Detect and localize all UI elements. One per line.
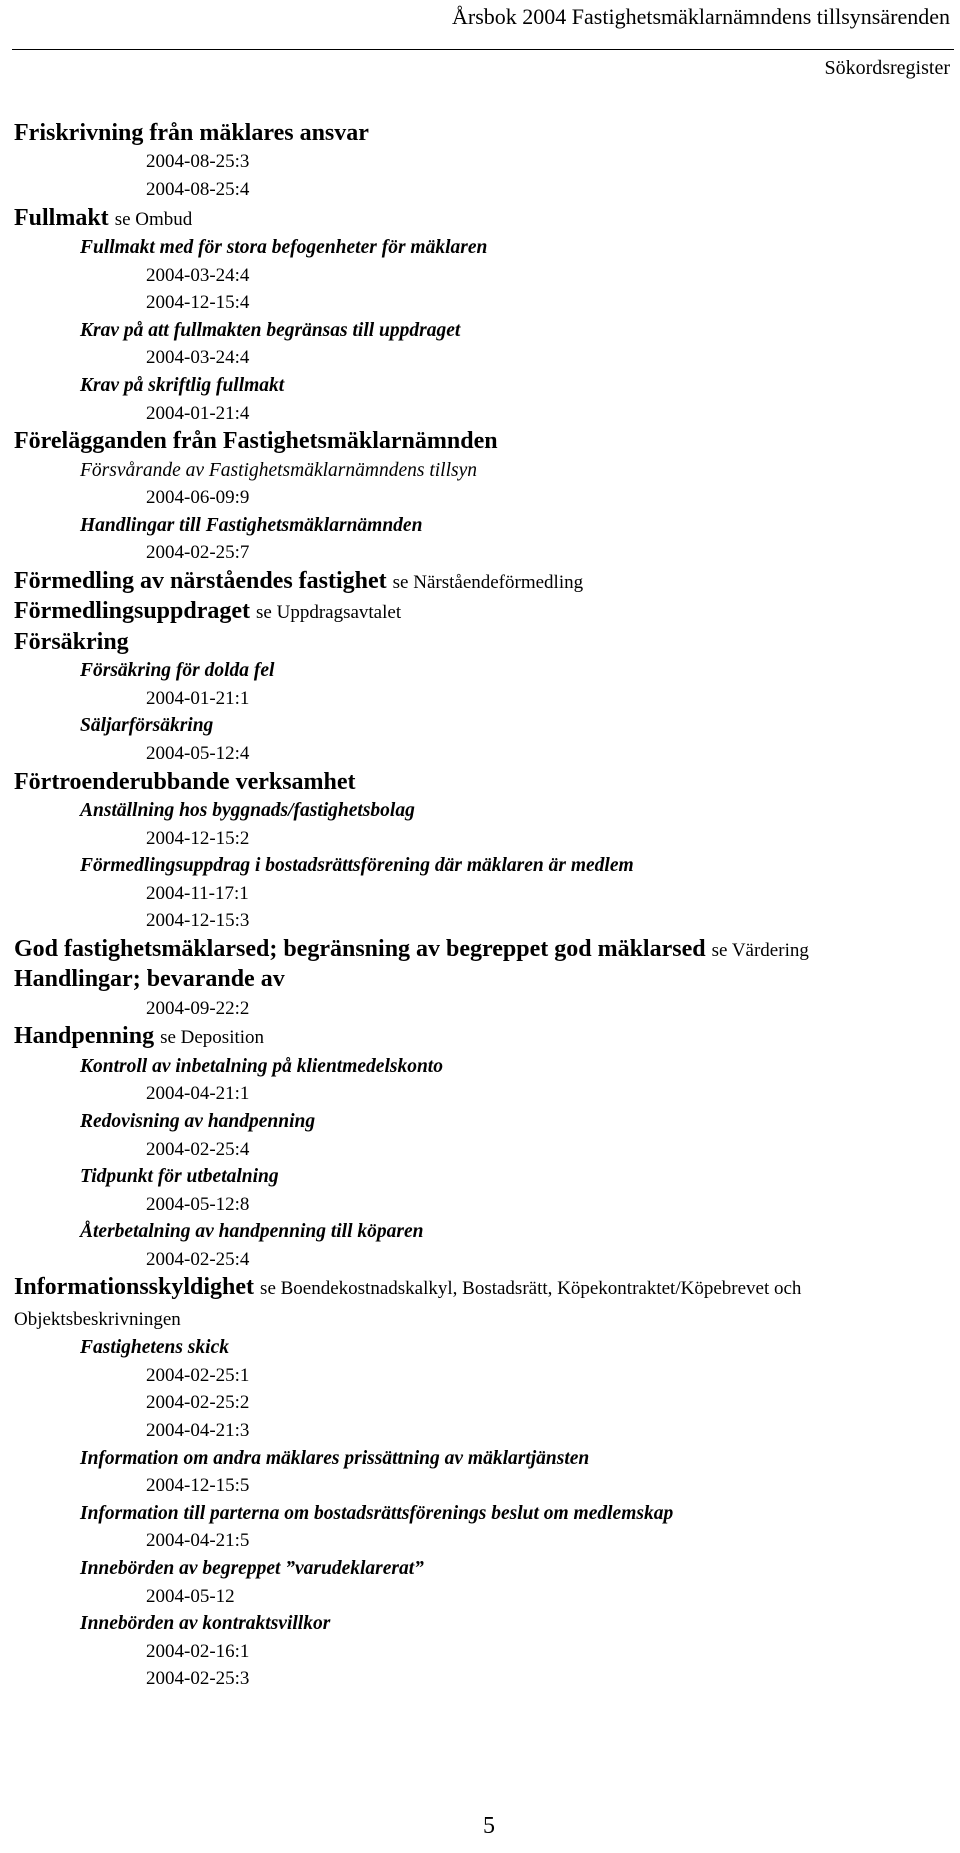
case-reference: 2004-02-25:7 xyxy=(146,542,250,564)
index-subterm: Innebörden av begreppet ”varudeklarerat” xyxy=(80,1558,424,1580)
index-subterm: Krav på att fullmakten begränsas till uppdraget xyxy=(80,319,461,341)
case-reference: 2004-12-15:4 xyxy=(146,292,250,314)
index-term: God fastighetsmäklarsed; begränsning av begreppet god mäklarsed se Värdering xyxy=(14,935,809,962)
index-subterm: Försvårande av Fastighetsmäklarnämndens tillsyn xyxy=(80,459,477,481)
index-subterm: Fastighetens skick xyxy=(80,1337,229,1359)
see-reference: se Deposition xyxy=(160,1027,265,1049)
running-header-subtitle: Sökordsregister xyxy=(824,57,950,79)
index-term: Friskrivning från mäklares ansvar xyxy=(14,120,369,146)
case-reference: 2004-02-25:4 xyxy=(146,1248,250,1270)
case-reference: 2004-12-15:5 xyxy=(146,1475,250,1497)
index-subterm: Säljarförsäkring xyxy=(80,715,214,737)
index-term: Försäkring xyxy=(14,628,129,655)
case-reference: 2004-02-25:4 xyxy=(146,1138,250,1160)
page-number: 5 xyxy=(483,1813,495,1839)
index-term: Förtroenderubbande verksamhet xyxy=(14,768,356,795)
case-reference: 2004-02-25:1 xyxy=(146,1364,250,1386)
see-reference: se Ombud xyxy=(114,208,193,230)
see-reference: se Värdering xyxy=(711,939,809,961)
case-reference: 2004-12-15:3 xyxy=(146,910,250,932)
case-reference: 2004-04-21:1 xyxy=(146,1083,250,1105)
case-reference: 2004-05-12:4 xyxy=(146,742,250,764)
index-subterm: Innebörden av kontraktsvillkor xyxy=(80,1613,331,1635)
index-subterm: Redovisning av handpenning xyxy=(80,1110,316,1132)
index-subterm: Kontroll av inbetalning på klientmedelskonto xyxy=(80,1055,443,1077)
case-reference: 2004-01-21:4 xyxy=(146,402,250,424)
case-reference: 2004-03-24:4 xyxy=(146,264,250,286)
index-term: Förmedling av närståendes fastighet se Närståendeförmedling xyxy=(14,567,584,594)
case-reference: 2004-03-24:4 xyxy=(146,347,250,369)
keyword-index xyxy=(14,119,954,1693)
index-term: Handpenning se Deposition xyxy=(14,1023,265,1050)
index-subterm: Försäkring för dolda fel xyxy=(80,660,275,682)
index-subterm: Anställning hos byggnads/fastighetsbolag xyxy=(80,799,415,821)
index-subterm: Information till parterna om bostadsrättsförenings beslut om medlemskap xyxy=(80,1502,674,1524)
see-reference: se Uppdragsavtalet xyxy=(256,602,402,624)
case-reference: 2004-09-22:2 xyxy=(146,997,250,1019)
header-rule xyxy=(12,49,954,50)
index-subterm: Tidpunkt för utbetalning xyxy=(80,1166,279,1188)
index-term: Förmedlingsuppdraget se Uppdragsavtalet xyxy=(14,598,402,625)
case-reference: 2004-05-12 xyxy=(146,1585,235,1607)
see-reference: se Närståendeförmedling xyxy=(392,571,584,593)
running-header-title: Årsbok 2004 Fastighetsmäklarnämndens tillsynsärenden xyxy=(452,4,950,29)
case-reference: 2004-02-25:3 xyxy=(146,1668,250,1690)
case-reference: 2004-05-12:8 xyxy=(146,1193,250,1215)
see-reference: se Boendekostnadskalkyl, Bostadsrätt, Köpekontraktet/Köpebrevet och Objektsbeskrivningen xyxy=(14,1278,802,1330)
case-reference: 2004-11-17:1 xyxy=(146,882,249,904)
case-reference: 2004-01-21:1 xyxy=(146,687,250,709)
index-subterm: Krav på skriftlig fullmakt xyxy=(80,374,285,396)
case-reference: 2004-12-15:2 xyxy=(146,827,250,849)
index-subterm: Fullmakt med för stora befogenheter för mäklaren xyxy=(80,237,488,258)
index-subterm: Information om andra mäklares prissättning av mäklartjänsten xyxy=(80,1447,590,1469)
case-reference: 2004-04-21:3 xyxy=(146,1420,250,1442)
case-reference: 2004-04-21:5 xyxy=(146,1530,250,1552)
index-term: Förelägganden från Fastighetsmäklarnämnden xyxy=(14,428,498,455)
case-reference: 2004-08-25:4 xyxy=(146,179,250,200)
index-term: Informationsskyldighet se Boendekostnadskalkyl, Bostadsrätt, Köpekontraktet/Köpebrevet och Objektsbeskrivningen xyxy=(14,1274,802,1330)
case-reference: 2004-02-25:2 xyxy=(146,1392,250,1414)
index-subterm: Handlingar till Fastighetsmäklarnämnden xyxy=(80,514,423,536)
index-subterm: Återbetalning av handpenning till köparen xyxy=(80,1221,424,1243)
case-reference: 2004-08-25:3 xyxy=(146,151,250,173)
index-subterm: Förmedlingsuppdrag i bostadsrättsförening där mäklaren är medlem xyxy=(80,855,634,877)
case-reference: 2004-02-16:1 xyxy=(146,1640,250,1662)
index-term: Fullmakt se Ombud xyxy=(14,204,193,231)
index-term: Handlingar; bevarande av xyxy=(14,966,285,993)
case-reference: 2004-06-09:9 xyxy=(146,487,250,509)
